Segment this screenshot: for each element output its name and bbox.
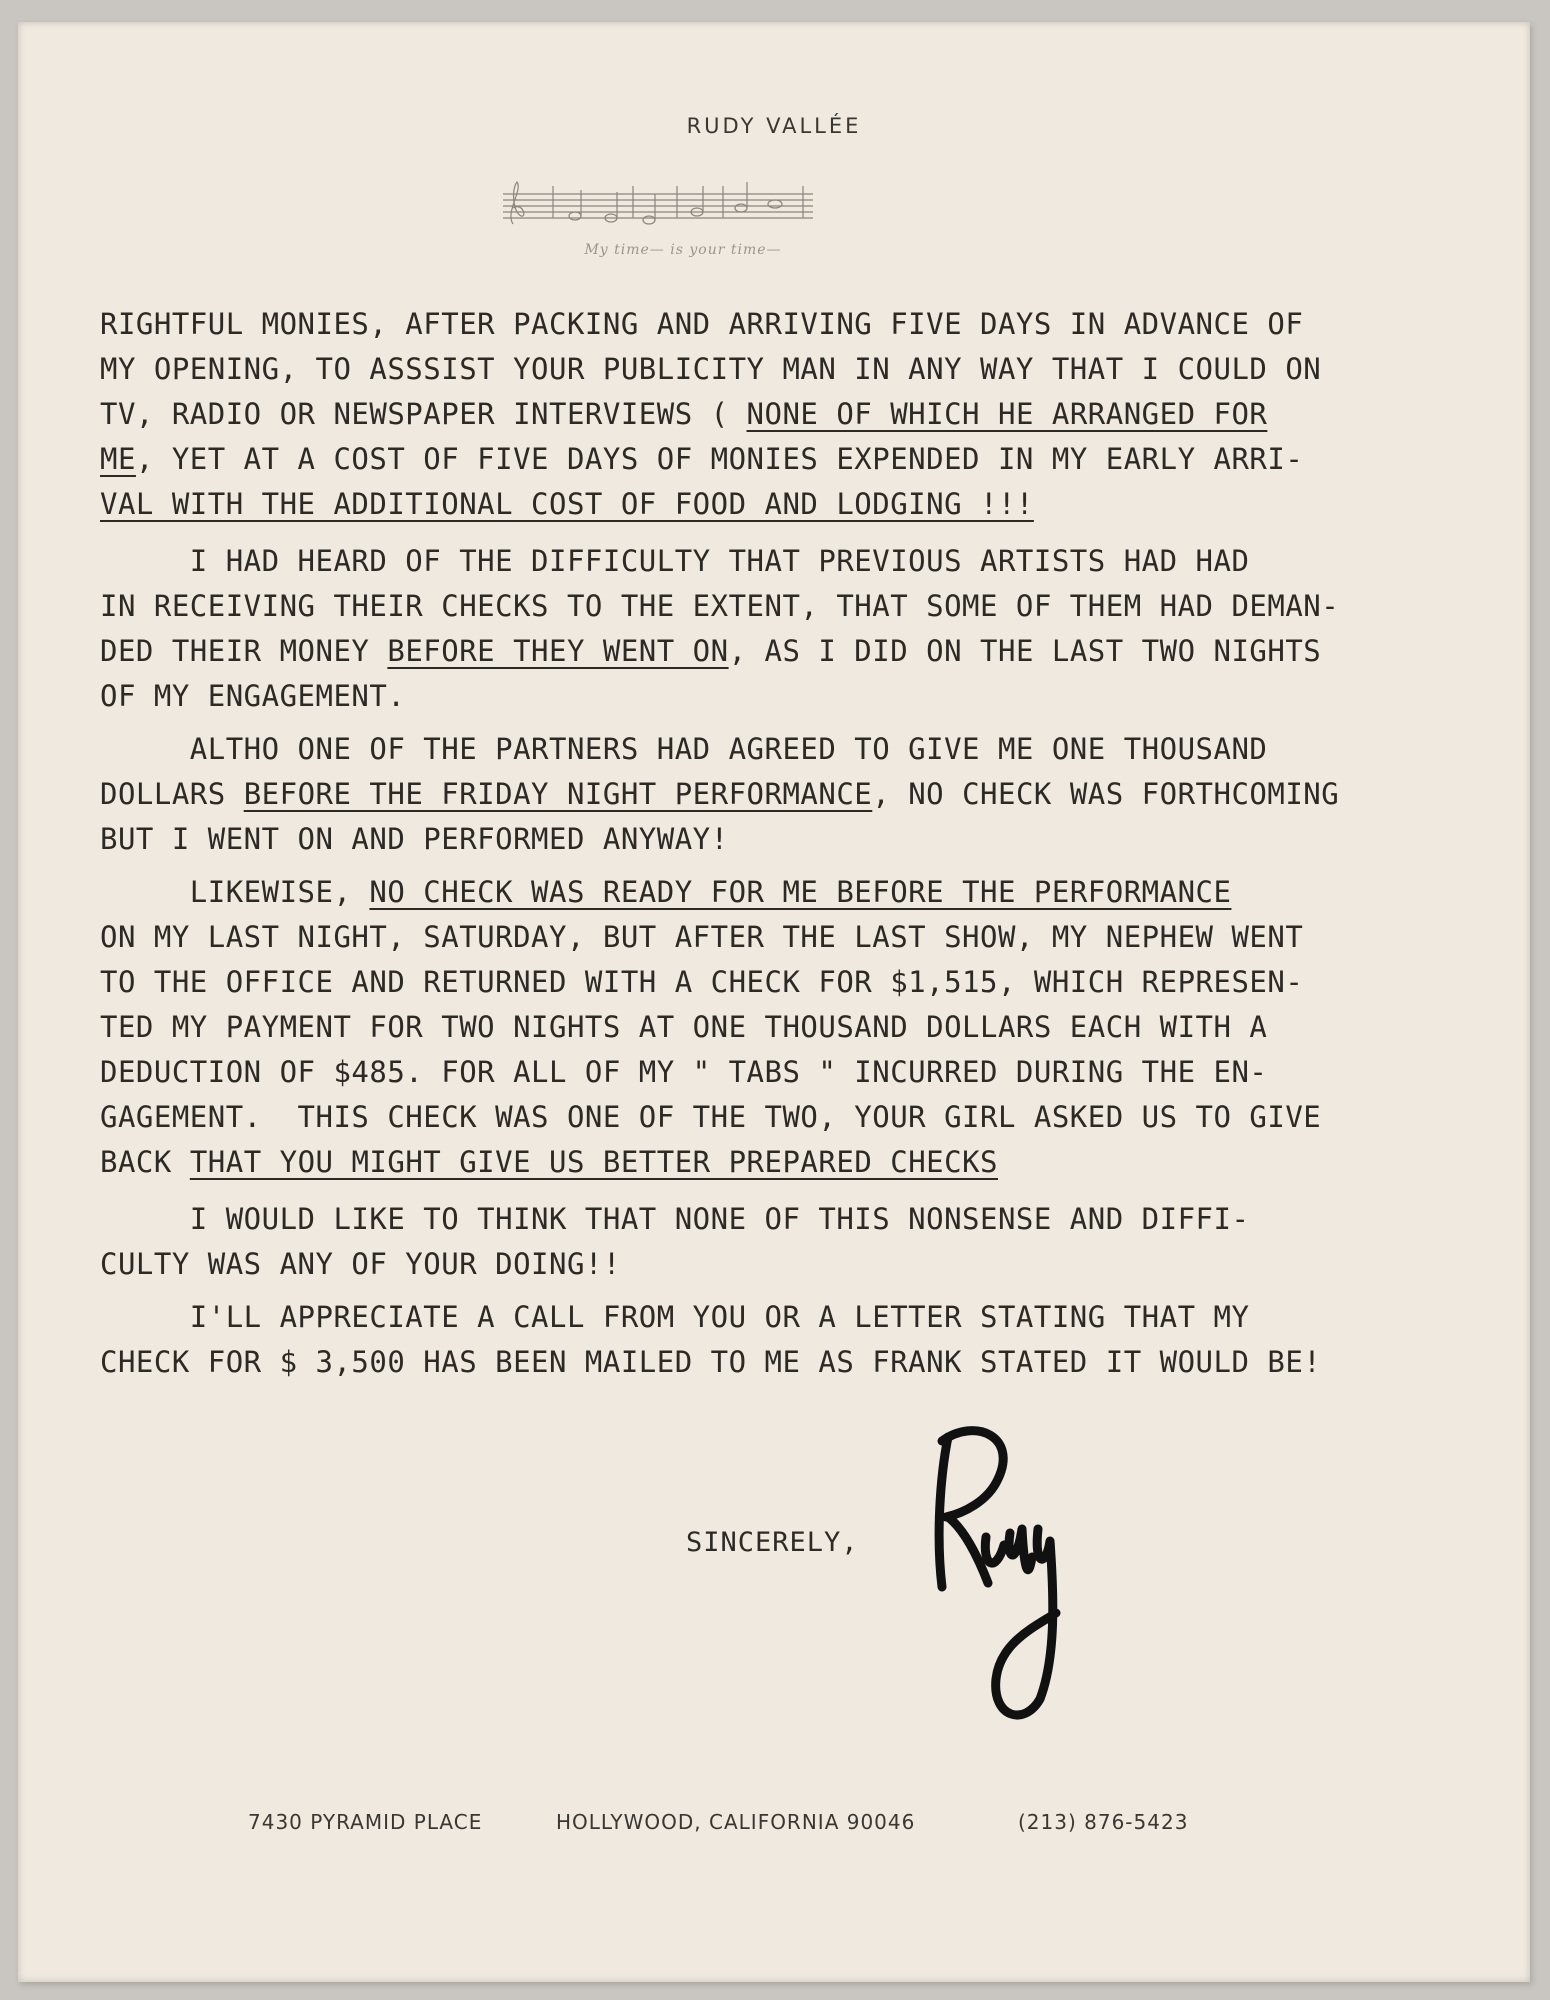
- text-segment: DEDUCTION OF $485. FOR ALL OF MY " TABS " INCURRED DURING THE EN-: [100, 1055, 1268, 1089]
- body-line: [100, 629, 1390, 674]
- body-line: [100, 1197, 1390, 1242]
- body-line: [100, 482, 1390, 527]
- underlined-phrase: BEFORE THE FRIDAY NIGHT PERFORMANCE: [243, 777, 873, 811]
- text-segment: TV, RADIO OR NEWSPAPER INTERVIEWS (: [100, 397, 747, 431]
- body-line: [100, 1295, 1390, 1340]
- body-line: [100, 347, 1390, 392]
- music-motif-icon: [483, 172, 883, 267]
- body-line: [100, 870, 1390, 915]
- body-line: [100, 392, 1390, 437]
- body-line: [100, 1050, 1390, 1095]
- letter-body: [100, 302, 1390, 1385]
- text-segment: CULTY WAS ANY OF YOUR DOING!!: [100, 1247, 621, 1281]
- body-line: [100, 584, 1390, 629]
- underlined-phrase: THAT YOU MIGHT GIVE US BETTER PREPARED CHECKS: [189, 1145, 998, 1179]
- body-line: [100, 539, 1390, 584]
- body-line: [100, 1005, 1390, 1050]
- footer-city: HOLLYWOOD, CALIFORNIA 90046: [556, 1810, 916, 1834]
- text-segment: TO THE OFFICE AND RETURNED WITH A CHECK FOR $1,515, WHICH REPRESEN-: [100, 965, 1304, 999]
- body-line: [100, 1140, 1390, 1185]
- body-line: [100, 960, 1390, 1005]
- letterhead-name: RUDY VALLÉE: [686, 114, 862, 138]
- body-line: [100, 674, 1390, 719]
- text-segment: DED THEIR MONEY: [100, 634, 388, 668]
- text-segment: I WOULD LIKE TO THINK THAT NONE OF THIS NONSENSE AND DIFFI-: [100, 1202, 1250, 1236]
- motif-lyric: My time— is your time—: [584, 242, 782, 258]
- text-segment: IN RECEIVING THEIR CHECKS TO THE EXTENT, THAT SOME OF THEM HAD DEMAN-: [100, 589, 1340, 623]
- text-segment: ON MY LAST NIGHT, SATURDAY, BUT AFTER THE LAST SHOW, MY NEPHEW WENT: [100, 920, 1304, 954]
- text-segment: , AS I DID ON THE LAST TWO NIGHTS: [728, 634, 1322, 668]
- text-segment: I HAD HEARD OF THE DIFFICULTY THAT PREVIOUS ARTISTS HAD HAD: [100, 544, 1250, 578]
- text-segment: LIKEWISE,: [100, 875, 370, 909]
- body-line: [100, 437, 1390, 482]
- closing-text: SINCERELY,: [686, 1527, 859, 1558]
- underlined-phrase: NONE OF WHICH HE ARRANGED FOR: [746, 397, 1268, 431]
- body-line: [100, 1242, 1390, 1287]
- text-segment: RIGHTFUL MONIES, AFTER PACKING AND ARRIVING FIVE DAYS IN ADVANCE OF: [100, 307, 1304, 341]
- body-line: [100, 1095, 1390, 1140]
- text-segment: DOLLARS: [100, 777, 244, 811]
- signature-icon: [906, 1417, 1076, 1727]
- text-segment: BACK: [100, 1145, 190, 1179]
- body-line: [100, 915, 1390, 960]
- text-segment: , NO CHECK WAS FORTHCOMING: [872, 777, 1340, 811]
- footer-phone: (213) 876-5423: [1018, 1810, 1189, 1834]
- body-line: [100, 302, 1390, 347]
- underlined-phrase: ME: [100, 442, 136, 476]
- footer-address: 7430 PYRAMID PLACE: [248, 1810, 483, 1834]
- body-line: [100, 1340, 1390, 1385]
- text-segment: GAGEMENT. THIS CHECK WAS ONE OF THE TWO, YOUR GIRL ASKED US TO GIVE: [100, 1100, 1322, 1134]
- text-segment: MY OPENING, TO ASSSIST YOUR PUBLICITY MAN IN ANY WAY THAT I COULD ON: [100, 352, 1322, 386]
- text-segment: TED MY PAYMENT FOR TWO NIGHTS AT ONE THOUSAND DOLLARS EACH WITH A: [100, 1010, 1268, 1044]
- text-segment: OF MY ENGAGEMENT.: [100, 679, 406, 713]
- text-segment: , YET AT A COST OF FIVE DAYS OF MONIES EXPENDED IN MY EARLY ARRI-: [135, 442, 1304, 476]
- text-segment: ALTHO ONE OF THE PARTNERS HAD AGREED TO GIVE ME ONE THOUSAND: [100, 732, 1268, 766]
- body-line: [100, 772, 1390, 817]
- text-segment: I'LL APPRECIATE A CALL FROM YOU OR A LETTER STATING THAT MY: [100, 1300, 1250, 1334]
- text-segment: BUT I WENT ON AND PERFORMED ANYWAY!: [100, 822, 729, 856]
- text-segment: CHECK FOR $ 3,500 HAS BEEN MAILED TO ME AS FRANK STATED IT WOULD BE!: [100, 1345, 1322, 1379]
- body-line: [100, 727, 1390, 772]
- letter-sheet: [18, 22, 1530, 1982]
- body-line: [100, 817, 1390, 862]
- underlined-phrase: NO CHECK WAS READY FOR ME BEFORE THE PERFORMANCE: [369, 875, 1232, 909]
- underlined-phrase: VAL WITH THE ADDITIONAL COST OF FOOD AND LODGING !!!: [100, 487, 1034, 521]
- underlined-phrase: BEFORE THEY WENT ON: [387, 634, 729, 668]
